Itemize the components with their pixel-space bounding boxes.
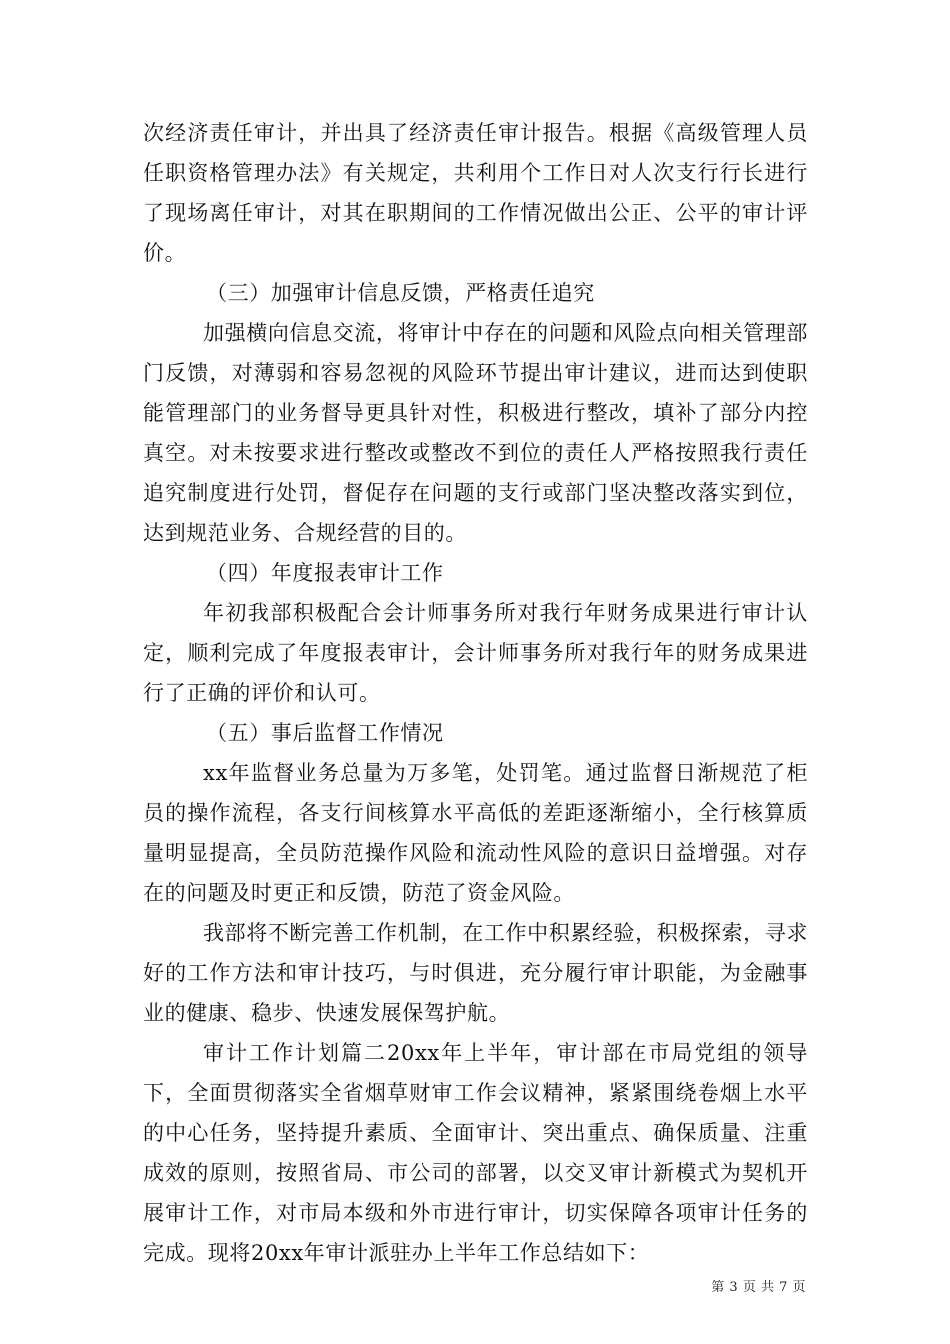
section-heading-4: （四）年度报表审计工作 [206,561,444,585]
document-body [143,113,808,1273]
section-heading-5: （五）事后监督工作情况 [206,721,444,745]
paragraph-info-feedback: 加强横向信息交流，将审计中存在的问题和风险点向相关管理部门反馈，对薄弱和容易忽视的风险环节提出审计建议，进而达到使职能管理部门的业务督导更具针对性，积极进行整改，填补了部分内控真空。对未按要求进行整改或整改不到位的责任人严格按照我行责任追究制度进行处罚，督促存在问题的支行或部门坚决整改落实到位，达到规范业务、合规经营的目的。 [143,321,808,545]
section-heading-3: （三）加强审计信息反馈，严格责任追究 [206,281,595,305]
paragraph-mechanism: 我部将不断完善工作机制，在工作中积累经验，积极探索，寻求好的工作方法和审计技巧，与时俱进，充分履行审计职能，为金融事业的健康、稳步、快速发展保驾护航。 [143,921,808,1025]
paragraph-post-supervision: xx年监督业务总量为万多笔，处罚笔。通过监督日渐规范了柜员的操作流程，各支行间核算水平高低的差距逐渐缩小，全行核算质量明显提高，全员防范操作风险和流动性风险的意识日益增强。对存在的问题及时更正和反馈，防范了资金风险。 [143,761,808,905]
page-number-footer: 第 3 页 共 7 页 [711,1280,806,1295]
paragraph-audit-report: 次经济责任审计，并出具了经济责任审计报告。根据《高级管理人员任职资格管理办法》有关规定，共利用个工作日对人次支行行长进行了现场离任审计，对其在职期间的工作情况做出公正、公平的审计评价。 [143,121,808,265]
paragraph-audit-plan-part-two: 审计工作计划篇二20xx年上半年，审计部在市局党组的领导下，全面贯彻落实全省烟草财审工作会议精神，紧紧围绕卷烟上水平的中心任务，坚持提升素质、全面审计、突出重点、确保质量、注重成效的原则，按照省局、市公司的部署，以交叉审计新模式为契机开展审计工作，对市局本级和外市进行审计，切实保障各项审计任务的完成。现将20xx年审计派驻办上半年工作总结如下： [143,1041,808,1265]
paragraph-annual-report-audit: 年初我部积极配合会计师事务所对我行年财务成果进行审计认定，顺利完成了年度报表审计，会计师事务所对我行年的财务成果进行了正确的评价和认可。 [143,601,808,705]
